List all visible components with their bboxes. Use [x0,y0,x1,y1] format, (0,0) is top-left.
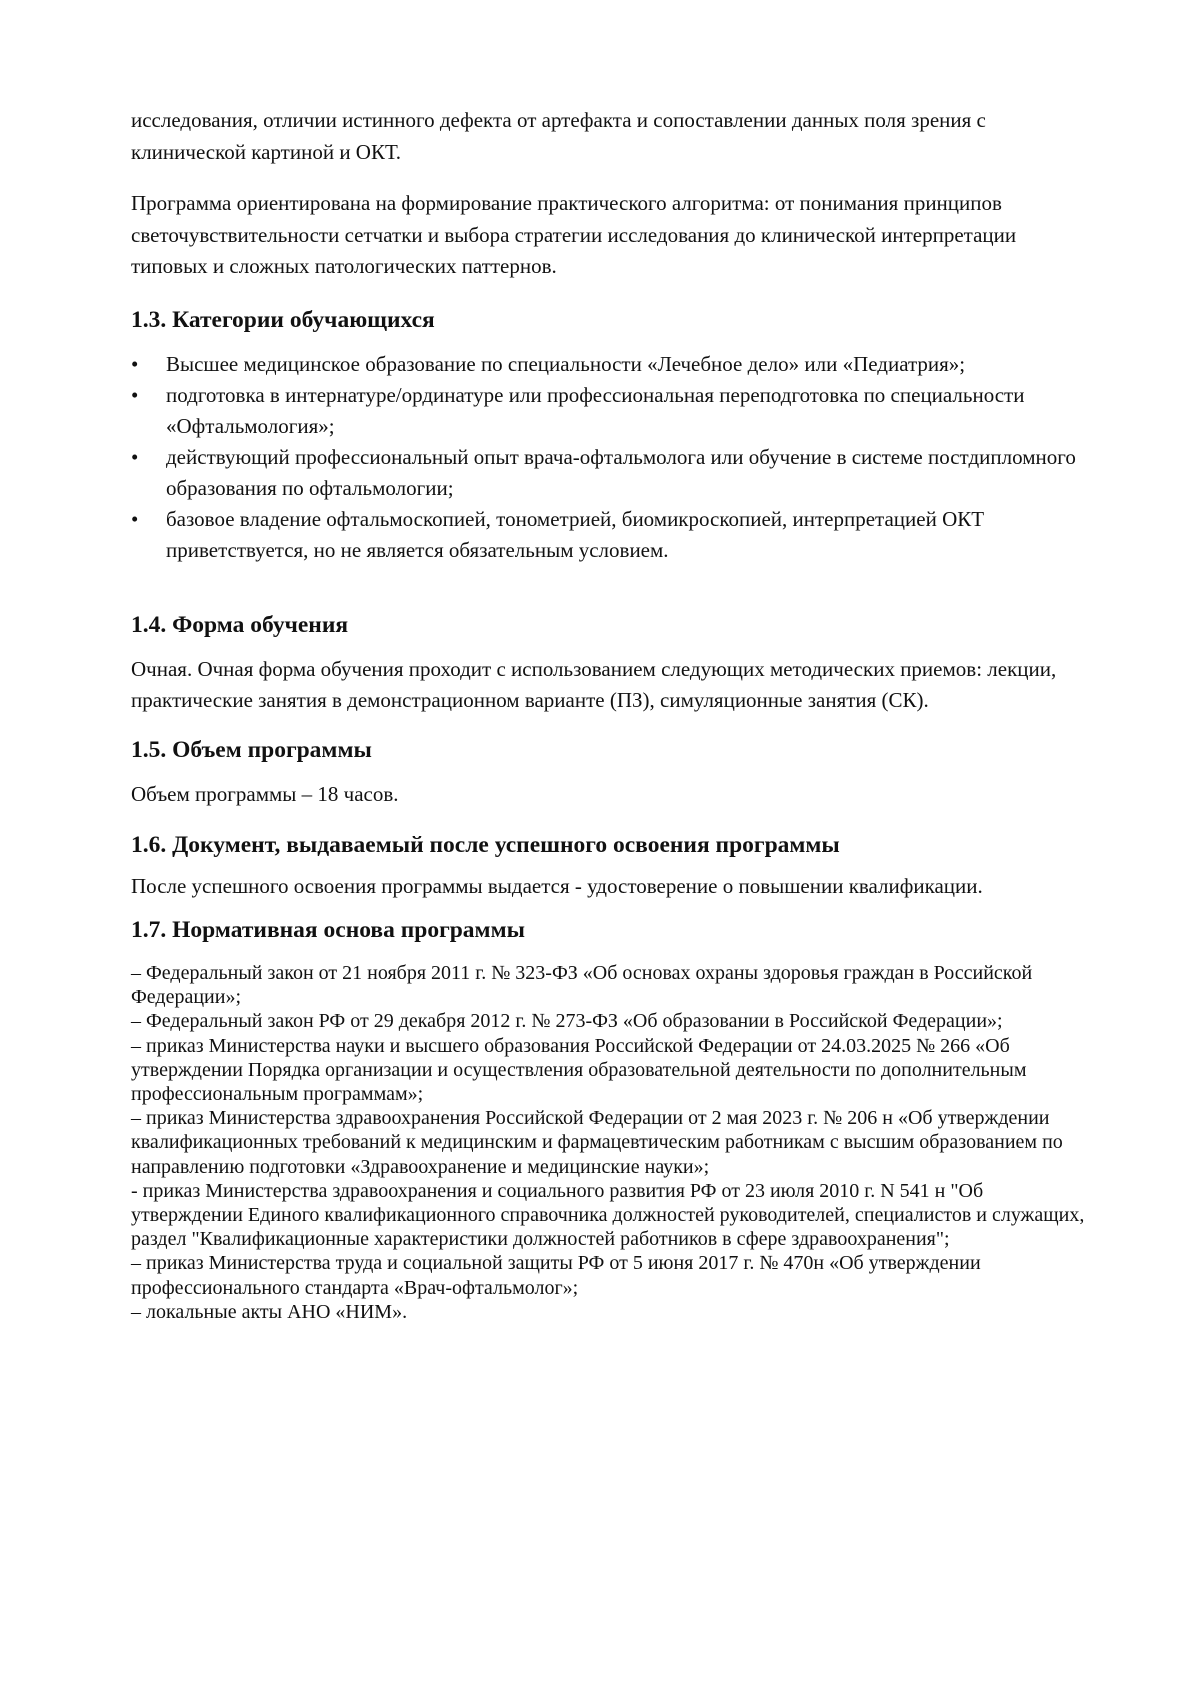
list-item: - приказ Министерства здравоохранения и социального развития РФ от 23 июля 2010 г. N 541 н "Об утверждении Единого квалификационного справочника должностей руководителей, специалистов и служащих, раздел "Квалификационные характеристики должностей работников в сфере здравоохранения"; [131,1179,1085,1251]
section-1-3-heading: 1.3. Категории обучающихся [131,306,435,333]
list-item: – Федеральный закон РФ от 29 декабря 2012 г. № 273-ФЗ «Об образовании в Российской Федерации»; [131,1010,1003,1033]
list-item: – приказ Министерства науки и высшего образования Российской Федерации от 24.03.2025 № 266 «Об утверждении Порядка организации и осуществления образовательной деятельности по дополнительным профессиональным программам»; [131,1034,1027,1106]
normative-list [131,961,1090,1324]
list-item: • базовое владение офтальмоскопией, тонометрией, биомикроскопией, интерпретацией ОКТ приветствуется, но не является обязательным условием. [131,504,1090,566]
list-item: – локальные акты АНО «НИМ». [131,1300,408,1323]
list-item: – приказ Министерства труда и социальной защиты РФ от 5 июня 2017 г. № 470н «Об утверждении профессионального стандарта «Врач-офтальмолог»; [131,1252,981,1299]
intro-paragraph-2: Программа ориентирована на формирование практического алгоритма: от понимания принципов светочувствительности сетчатки и выбора стратегии исследования до клинической интерпретации типовых и сложных патологических паттернов. [131,191,1017,278]
list-item: • действующий профессиональный опыт врача-офтальмолога или обучение в системе постдипломного образования по офтальмологии; [131,442,1090,504]
categories-list [131,349,1090,566]
section-1-6-heading: 1.6. Документ, выдаваемый после успешного освоения программы [131,832,840,858]
section-1-5-heading: 1.5. Объем программы [131,736,372,763]
section-1-7-heading: 1.7. Нормативная основа программы [131,917,525,943]
section-1-6-text: После успешного освоения программы выдается - удостоверение о повышении квалификации. [131,874,983,898]
section-1-4-heading: 1.4. Форма обучения [131,611,349,638]
section-1-5-text: Объем программы – 18 часов. [131,781,399,806]
list-item: • Высшее медицинское образование по специальности «Лечебное дело» или «Педиатрия»; [131,349,1090,380]
intro-paragraph-1: исследования, отличии истинного дефекта от артефакта и сопоставлении данных поля зрения с клинической картиной и ОКТ. [131,108,986,164]
section-1-4-text: Очная. Очная форма обучения проходит с использованием следующих методических приемов: лекции, практические занятия в демонстрационном варианте (ПЗ), симуляционные занятия (СК). [131,656,1057,712]
list-item: • подготовка в интернатуре/ординатуре или профессиональная переподготовка по специальности «Офтальмология»; [131,380,1090,442]
list-item: – Федеральный закон от 21 ноября 2011 г. № 323-ФЗ «Об основах охраны здоровья граждан в Российской Федерации»; [131,962,1033,1009]
list-item: – приказ Министерства здравоохранения Российской Федерации от 2 мая 2023 г. № 206 н «Об утверждении квалификационных требований к медицинским и фармацевтическим работникам с высшим образованием по направлению подготовки «Здравоохранение и медицинские науки»; [131,1107,1063,1178]
